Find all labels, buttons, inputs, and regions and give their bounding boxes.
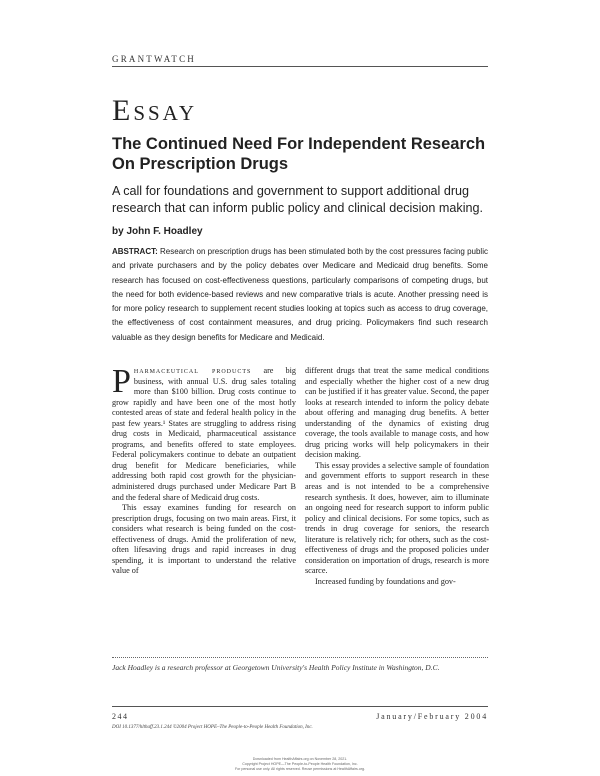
usage-notice: For personal use only. All rights reserved. Reuse permissions at HealthAffairs.org.	[234, 767, 366, 771]
download-notice: Downloaded from HealthAffairs.org on November 28, 2021.	[252, 757, 348, 761]
body-paragraph: This essay provides a selective sample of foundation and government efforts to support research in these areas and is not intended to be a comprehensive research synthesis. It does, however, aim to illuminate an ongoing need for research support to inform public policy and clinical decisions. For some topics, such as trends in drug coverage for seniors, the research literature is relatively rich; for others, such as the cost-effectiveness of drugs and the proposed policies under consideration on importation of drugs, research is more scarce.	[305, 460, 489, 576]
body-paragraph: different drugs that treat the same medical conditions and especially whether the higher cost of a new drug can be justified if it has greater value. Second, the paper looks at research intended to inform the policy debate about offering and managing drug benefits. A better understanding of the dynamics of existing drug coverage, the tools available to manage costs, and how drug pricing works will help policymakers in their decision making.	[305, 366, 489, 460]
author-note: Jack Hoadley is a research professor at Georgetown University's Health Policy Institute in Washington, D.C.	[112, 663, 440, 672]
header-divider	[112, 66, 488, 67]
essay-label: Essay	[112, 94, 198, 127]
issue-date: January/February 2004	[376, 712, 488, 721]
section-label: GRANTWATCH	[112, 54, 196, 64]
doi-line: DOI 10.1377/hlthaff.23.1.244 ©2004 Project HOPE–The People-to-People Health Foundation, Inc.	[112, 725, 313, 730]
body-paragraph	[112, 363, 296, 503]
body-column-left	[112, 363, 296, 577]
body-paragraph: Increased funding by foundations and gov-	[315, 576, 456, 586]
abstract	[112, 245, 488, 345]
paragraph-text: are big business, with annual U.S. drug sales totaling more than $100 billion. Drug costs continue to grow rapidly and have been one of the most hotly contested areas of state and federal health policy in the past few years.¹ States are struggling to address rising drug costs in Medicaid, pharmaceutical assistance programs, and benefits offered to state employees. Federal policymakers continue to debate an outpatient drug benefit for Medicare beneficiaries, while addressing both rapid cost growth for the physician-administered drugs purchased under Medicare Part B and the federal share of Medicaid drug costs.	[112, 366, 296, 502]
article-subtitle: A call for foundations and government to support additional drug research that can inform public policy and clinical decision making.	[112, 184, 483, 215]
footer-divider	[112, 706, 488, 707]
abstract-label: ABSTRACT:	[112, 247, 158, 256]
author-byline: by John F. Hoadley	[112, 226, 203, 237]
body-column-right	[305, 366, 489, 587]
copyright-notice: Copyright Project HOPE—The People-to-People Health Foundation, Inc.	[242, 762, 358, 766]
page-number: 244	[112, 712, 129, 721]
abstract-text: Research on prescription drugs has been stimulated both by the cost pressures facing public and private purchasers and by the policy debates over Medicare and Medicaid drug benefits. Some research has focused on cost-effectiveness questions, particularly comparisons of competing drugs, but the need for both evidence-based reviews and new comparative trials is acute. Another pressing need is for more policy research to supplement recent studies looking at topics such as access to drug coverage, the effectiveness of cost containment measures, and drug pricing. Policymakers find such research valuable as they design benefits for Medicare and Medicaid.	[112, 247, 488, 342]
drop-cap: P	[112, 363, 131, 400]
article-title: The Continued Need For Independent Research On Prescription Drugs	[112, 135, 486, 173]
body-paragraph: This essay examines funding for research on prescription drugs, focusing on two main areas. First, it considers what research is being funded on the cost-effectiveness of drugs. Amid the proliferation of new, often lifesaving drugs and rapid increases in drug spending, it is important to understand the relative value of	[112, 503, 296, 576]
footnote-divider	[112, 657, 488, 658]
lead-in-smallcaps: harmaceutical products	[133, 366, 252, 375]
